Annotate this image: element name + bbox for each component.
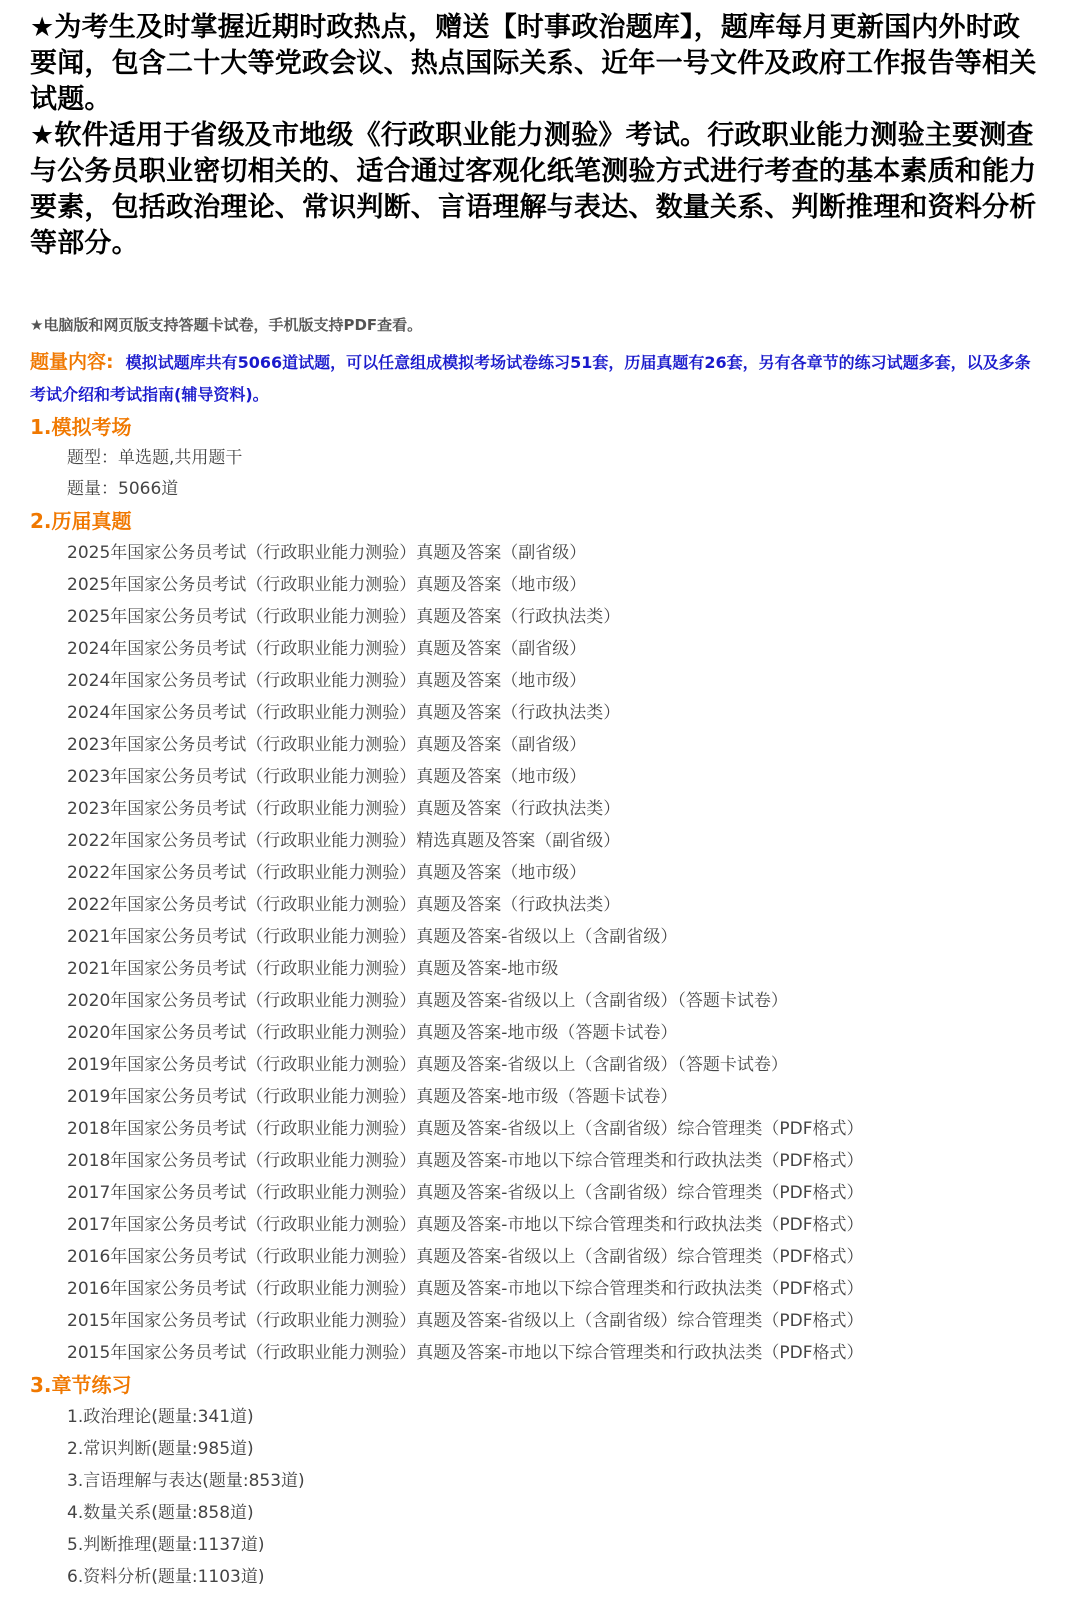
chapter-practice-section [30, 1369, 1037, 1593]
chapter-item: 6.资料分析(题量:1103道) [67, 1567, 265, 1587]
past-paper-item: 2025年国家公务员考试（行政职业能力测验）真题及答案（地市级） [67, 575, 587, 595]
chapter-item: 2.常识判断(题量:985道) [67, 1439, 254, 1459]
past-paper-item: 2025年国家公务员考试（行政职业能力测验）真题及答案（行政执法类） [67, 607, 621, 627]
summary-text: 模拟试题库共有5066道试题，可以任意组成模拟考场试卷练习51套，历届真题有26套，另有各章节的练习试题多套，以及多条考试介绍和考试指南(辅导资料)。 [30, 353, 1031, 404]
intro-block [30, 10, 1037, 262]
chapter-item: 3.言语理解与表达(题量:853道) [67, 1471, 305, 1491]
past-paper-item: 2019年国家公务员考试（行政职业能力测验）真题及答案-地市级（答题卡试卷） [67, 1087, 678, 1107]
past-paper-item: 2023年国家公务员考试（行政职业能力测验）真题及答案（行政执法类） [67, 799, 621, 819]
past-paper-item: 2025年国家公务员考试（行政职业能力测验）真题及答案（副省级） [67, 543, 587, 563]
past-paper-item: 2018年国家公务员考试（行政职业能力测验）真题及答案-省级以上（含副省级）综合管理类（PDF格式） [67, 1119, 864, 1139]
past-paper-item: 2021年国家公务员考试（行政职业能力测验）真题及答案-地市级 [67, 959, 559, 979]
past-paper-item: 2017年国家公务员考试（行政职业能力测验）真题及答案-市地以下综合管理类和行政执法类（PDF格式） [67, 1215, 864, 1235]
past-papers-section [30, 505, 1037, 1369]
past-paper-item: 2017年国家公务员考试（行政职业能力测验）真题及答案-省级以上（含副省级）综合管理类（PDF格式） [67, 1183, 864, 1203]
chapter-item: 1.政治理论(题量:341道) [67, 1407, 254, 1427]
mock-exam-title: 1.模拟考场 [30, 415, 132, 439]
platform-note: ★电脑版和网页版支持答题卡试卷，手机版支持PDF查看。 [30, 316, 423, 334]
past-paper-item: 2020年国家公务员考试（行政职业能力测验）真题及答案-地市级（答题卡试卷） [67, 1023, 678, 1043]
past-paper-item: 2021年国家公务员考试（行政职业能力测验）真题及答案-省级以上（含副省级） [67, 927, 678, 947]
past-paper-item: 2016年国家公务员考试（行政职业能力测验）真题及答案-市地以下综合管理类和行政执法类（PDF格式） [67, 1279, 864, 1299]
past-paper-item: 2015年国家公务员考试（行政职业能力测验）真题及答案-省级以上（含副省级）综合管理类（PDF格式） [67, 1311, 864, 1331]
mock-exam-section [30, 411, 1037, 505]
past-paper-item: 2020年国家公务员考试（行政职业能力测验）真题及答案-省级以上（含副省级）（答题卡试卷） [67, 991, 788, 1011]
summary-label: 题量内容: [30, 351, 114, 373]
chapter-item: 4.数量关系(题量:858道) [67, 1503, 254, 1523]
past-paper-item: 2022年国家公务员考试（行政职业能力测验）真题及答案（行政执法类） [67, 895, 621, 915]
past-paper-item: 2024年国家公务员考试（行政职业能力测验）真题及答案（行政执法类） [67, 703, 621, 723]
question-count-line: 题量：5066道 [67, 479, 179, 499]
question-type-line: 题型：单选题,共用题干 [67, 448, 243, 468]
intro-paragraph-2: ★软件适用于省级及市地级《行政职业能力测验》考试。行政职业能力测验主要测查与公务员职业密切相关的、适合通过客观化纸笔测验方式进行考查的基本素质和能力要素，包括政治理论、常识判断、言语理解与表达、数量关系、判断推理和资料分析等部分。 [30, 120, 1037, 259]
mock-exam-info [30, 443, 1037, 505]
past-paper-item: 2024年国家公务员考试（行政职业能力测验）真题及答案（地市级） [67, 671, 587, 691]
past-paper-item: 2018年国家公务员考试（行政职业能力测验）真题及答案-市地以下综合管理类和行政执法类（PDF格式） [67, 1151, 864, 1171]
past-paper-item: 2019年国家公务员考试（行政职业能力测验）真题及答案-省级以上（含副省级）（答题卡试卷） [67, 1055, 788, 1075]
summary-block [30, 346, 1037, 411]
intro-paragraph-1: ★为考生及时掌握近期时政热点，赠送【时事政治题库】，题库每月更新国内外时政要闻，包含二十大等党政会议、热点国际关系、近年一号文件及政府工作报告等相关试题。 [30, 12, 1037, 115]
past-papers-title: 2.历届真题 [30, 509, 132, 533]
chapter-practice-title: 3.章节练习 [30, 1373, 132, 1397]
past-paper-item: 2015年国家公务员考试（行政职业能力测验）真题及答案-市地以下综合管理类和行政执法类（PDF格式） [67, 1343, 864, 1363]
past-paper-item: 2022年国家公务员考试（行政职业能力测验）精选真题及答案（副省级） [67, 831, 621, 851]
past-paper-item: 2023年国家公务员考试（行政职业能力测验）真题及答案（副省级） [67, 735, 587, 755]
past-paper-item: 2022年国家公务员考试（行政职业能力测验）真题及答案（地市级） [67, 863, 587, 883]
past-paper-item: 2023年国家公务员考试（行政职业能力测验）真题及答案（地市级） [67, 767, 587, 787]
past-paper-item: 2024年国家公务员考试（行政职业能力测验）真题及答案（副省级） [67, 639, 587, 659]
past-papers-list [30, 537, 1037, 1369]
chapter-practice-list [30, 1401, 1037, 1593]
past-paper-item: 2016年国家公务员考试（行政职业能力测验）真题及答案-省级以上（含副省级）综合管理类（PDF格式） [67, 1247, 864, 1267]
chapter-item: 5.判断推理(题量:1137道) [67, 1535, 265, 1555]
